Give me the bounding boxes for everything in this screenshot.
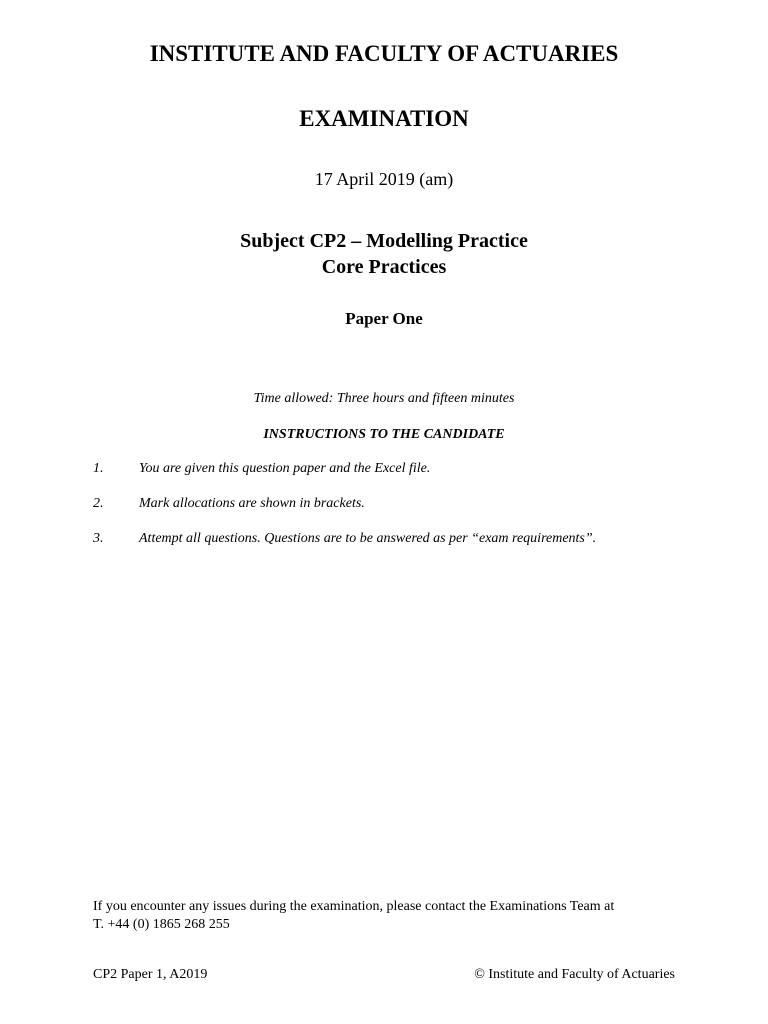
instruction-number: 2. <box>93 496 104 511</box>
subject-subtitle: Core Practices <box>321 256 447 278</box>
instruction-text: You are given this question paper and the Excel file. <box>139 461 431 476</box>
instruction-text: Mark allocations are shown in brackets. <box>139 496 365 511</box>
subject-title: Subject CP2 – Modelling Practice <box>240 230 528 252</box>
instruction-number: 3. <box>93 531 104 546</box>
contact-note <box>93 898 693 934</box>
paper-number: Paper One <box>345 309 423 328</box>
subject-block <box>0 228 768 280</box>
institute-name: INSTITUTE AND FACULTY OF ACTUARIES <box>149 41 619 66</box>
instruction-text: Attempt all questions. Questions are to be answered as per “exam requirements”. <box>139 531 597 546</box>
exam-title: EXAMINATION <box>299 106 469 131</box>
instructions-heading: INSTRUCTIONS TO THE CANDIDATE <box>263 427 505 442</box>
exam-date: 17 April 2019 (am) <box>314 169 454 189</box>
instruction-item <box>93 460 693 495</box>
time-allowed: Time allowed: Three hours and fifteen minutes <box>253 391 515 406</box>
instruction-number: 1. <box>93 461 104 476</box>
instructions-list <box>93 460 693 565</box>
contact-phone: T. +44 (0) 1865 268 255 <box>93 917 230 932</box>
instruction-item <box>93 530 693 565</box>
instruction-item <box>93 495 693 530</box>
footer-paper-code: CP2 Paper 1, A2019 <box>93 967 208 982</box>
contact-text: If you encounter any issues during the examination, please contact the Examinations Team at <box>93 899 615 914</box>
footer-copyright: © Institute and Faculty of Actuaries <box>474 967 675 982</box>
